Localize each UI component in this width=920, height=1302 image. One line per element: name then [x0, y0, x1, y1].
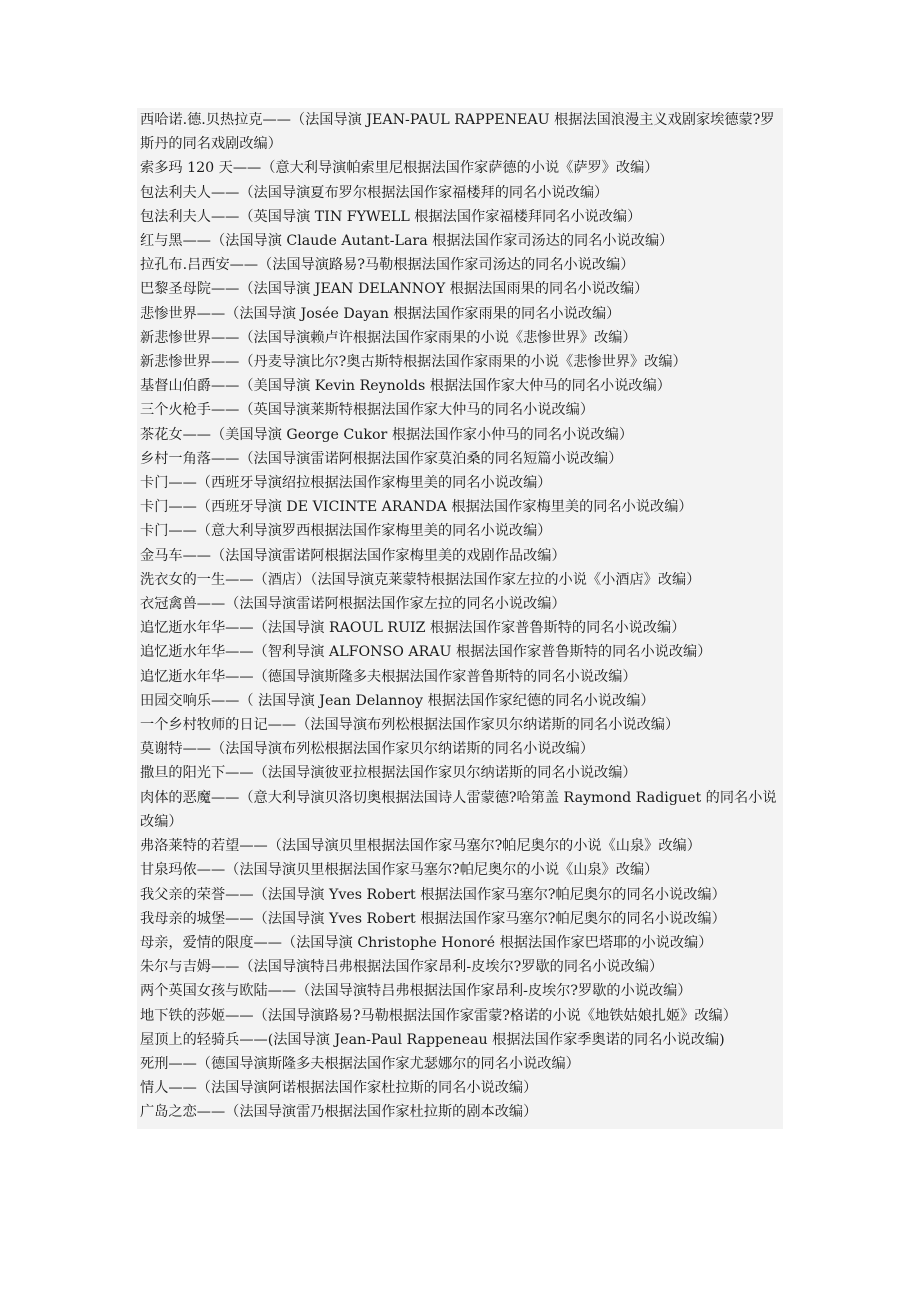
list-item: 卡门——（意大利导演罗西根据法国作家梅里美的同名小说改编）: [140, 523, 552, 540]
list-item: 拉孔布.吕西安——（法国导演路易?马勒根据法国作家司汤达的同名小说改编）: [140, 257, 635, 274]
list-item: 一个乡村牧师的日记——（法国导演布列松根据法国作家贝尔纳诺斯的同名小说改编）: [140, 717, 680, 734]
list-item: 悲惨世界——（法国导演 Josée Dayan 根据法国作家雨果的同名小说改编）: [140, 305, 621, 322]
list-item: 基督山伯爵——（美国导演 Kevin Reynolds 根据法国作家大仲马的同名小说改编）: [140, 378, 671, 395]
list-item: 金马车——（法国导演雷诺阿根据法国作家梅里美的戏剧作品改编）: [140, 547, 566, 564]
list-item: 撒旦的阳光下——（法国导演彼亚拉根据法国作家贝尔纳诺斯的同名小说改编）: [140, 765, 637, 782]
list-item: 巴黎圣母院——（法国导演 JEAN DELANNOY 根据法国雨果的同名小说改编）: [140, 281, 649, 298]
list-item: 新悲惨世界——（法国导演赖卢许根据法国作家雨果的小说《悲惨世界》改编）: [140, 329, 637, 346]
list-item: 地下铁的莎姬——（法国导演路易?马勒根据法国作家雷蒙?格诺的小说《地铁姑娘扎姬》改编）: [140, 1007, 737, 1024]
list-item: 红与黑——（法国导演 Claude Autant-Lara 根据法国作家司汤达的同名小说改编）: [140, 233, 674, 250]
list-item: 追忆逝水年华——（智利导演 ALFONSO ARAU 根据法国作家普鲁斯特的同名小说改编）: [140, 644, 712, 661]
list-item: 新悲惨世界——（丹麦导演比尔?奥古斯特根据法国作家雨果的小说《悲惨世界》改编）: [140, 354, 687, 371]
list-item: 包法利夫人——（英国导演 TIN FYWELL 根据法国作家福楼拜同名小说改编）: [140, 208, 642, 225]
list-item: 朱尔与吉姆——（法国导演特吕弗根据法国作家昂利-皮埃尔?罗歇的同名小说改编）: [140, 959, 664, 976]
list-item: 乡村一角落——（法国导演雷诺阿根据法国作家莫泊桑的同名短篇小说改编）: [140, 450, 623, 467]
list-item: 西哈诺.德.贝热拉克——（法国导演 JEAN-PAUL RAPPENEAU 根据法国浪漫主义戏剧家埃德蒙?罗斯丹的同名戏剧改编）: [140, 112, 775, 153]
list-item: 三个火枪手——（英国导演莱斯特根据法国作家大仲马的同名小说改编）: [140, 402, 595, 419]
list-item: 包法利夫人——（法国导演夏布罗尔根据法国作家福楼拜的同名小说改编）: [140, 184, 609, 201]
list-item: 我父亲的荣誉——（法国导演 Yves Robert 根据法国作家马塞尔?帕尼奥尔的同名小说改编）: [140, 886, 726, 903]
list-item: 我母亲的城堡——（法国导演 Yves Robert 根据法国作家马塞尔?帕尼奥尔的同名小说改编）: [140, 910, 726, 927]
list-item: 衣冠禽兽——（法国导演雷诺阿根据法国作家左拉的同名小说改编）: [140, 596, 566, 613]
list-item: 卡门——（西班牙导演 DE VICINTE ARANDA 根据法国作家梅里美的同名小说改编）: [140, 499, 693, 516]
list-item: 屋顶上的轻骑兵——(法国导演 Jean-Paul Rappeneau 根据法国作家季奥诺的同名小说改编): [140, 1031, 725, 1048]
list-item: 两个英国女孩与欧陆——（法国导演特吕弗根据法国作家昂利-皮埃尔?罗歇的小说改编）: [140, 983, 692, 1000]
film-adaptation-list: [137, 108, 783, 1129]
list-item: 茶花女——（美国导演 George Cukor 根据法国作家小仲马的同名小说改编）: [140, 426, 634, 443]
list-item: 情人——（法国导演阿诺根据法国作家杜拉斯的同名小说改编）: [140, 1080, 538, 1097]
list-item: 弗洛莱特的若望——（法国导演贝里根据法国作家马塞尔?帕尼奥尔的小说《山泉》改编）: [140, 838, 701, 855]
list-item: 肉体的恶魔——（意大利导演贝洛切奥根据法国诗人雷蒙德?哈第盖 Raymond Radiguet 的同名小说改编）: [140, 789, 777, 830]
list-item: 甘泉玛侬——（法国导演贝里根据法国作家马塞尔?帕尼奥尔的小说《山泉》改编）: [140, 862, 659, 879]
list-item: 追忆逝水年华——（法国导演 RAOUL RUIZ 根据法国作家普鲁斯特的同名小说改编）: [140, 620, 686, 637]
list-item: 卡门——（西班牙导演绍拉根据法国作家梅里美的同名小说改编）: [140, 475, 552, 492]
list-item: 莫谢特——（法国导演布列松根据法国作家贝尔纳诺斯的同名小说改编）: [140, 741, 595, 758]
list-item: 洗衣女的一生——（酒店）（法国导演克莱蒙特根据法国作家左拉的小说《小酒店》改编）: [140, 571, 701, 588]
list-item: 追忆逝水年华——（德国导演斯隆多夫根据法国作家普鲁斯特的同名小说改编）: [140, 668, 637, 685]
list-item: 索多玛 120 天——（意大利导演帕索里尼根据法国作家萨德的小说《萨罗》改编）: [140, 160, 659, 177]
list-item: 死刑——（德国导演斯隆多夫根据法国作家尤瑟娜尔的同名小说改编）: [140, 1055, 580, 1072]
list-item: 田园交响乐——（ 法国导演 Jean Delannoy 根据法国作家纪德的同名小说改编）: [140, 692, 655, 709]
list-item: 广岛之恋——（法国导演雷乃根据法国作家杜拉斯的剧本改编）: [140, 1104, 538, 1121]
list-item: 母亲，爱情的限度——（法国导演 Christophe Honoré 根据法国作家巴塔耶的小说改编）: [140, 934, 713, 951]
